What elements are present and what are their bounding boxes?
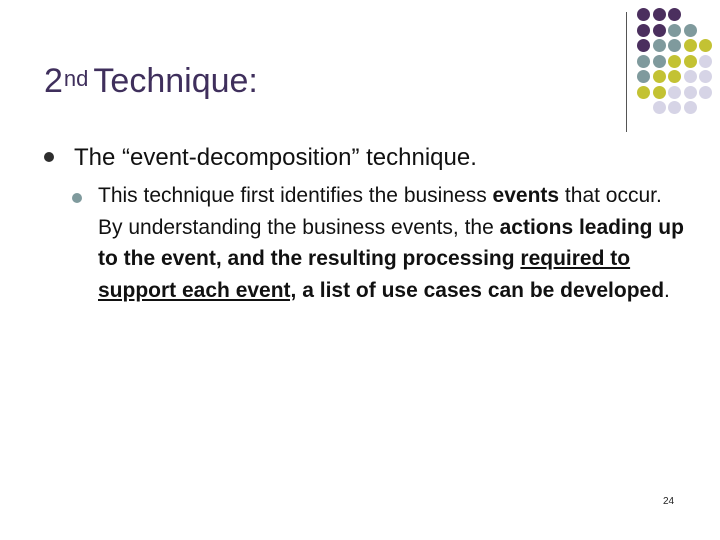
bullet-level-1 <box>44 140 477 176</box>
sub-bullet-dot-icon <box>72 193 82 203</box>
decorative-dot <box>668 101 681 114</box>
text-segment: that occur. By understanding the business events, the <box>98 184 662 239</box>
vertical-divider <box>626 12 627 132</box>
decorative-dot <box>684 24 697 37</box>
decorative-dot <box>699 55 712 68</box>
decorative-dot <box>684 39 697 52</box>
bullet-dot-icon <box>44 152 54 162</box>
decorative-dot <box>668 24 681 37</box>
decorative-dot <box>668 8 681 21</box>
decorative-dot <box>637 39 650 52</box>
slide-title <box>44 62 258 101</box>
text-segment: actions leading up to the event, and the resulting processing <box>98 215 684 270</box>
text-segment: events <box>492 184 560 207</box>
decorative-dot <box>653 24 666 37</box>
title-superscript: nd <box>63 66 89 91</box>
decorative-dot <box>699 39 712 52</box>
decorative-dot <box>668 86 681 99</box>
bullet-level-2 <box>72 180 688 306</box>
decorative-dot <box>699 70 712 83</box>
decorative-dot <box>653 39 666 52</box>
text-segment: required to support each event, <box>98 247 631 302</box>
decorative-dot <box>699 86 712 99</box>
title-number: 2 <box>44 62 63 100</box>
bullet-level-1-text: The “event-decomposition” technique. <box>74 144 477 171</box>
decorative-dot <box>637 8 650 21</box>
decorative-dot <box>653 101 666 114</box>
decorative-dot <box>653 55 666 68</box>
page-number: 24 <box>663 496 675 507</box>
decorative-dot <box>637 70 650 83</box>
decorative-dot <box>684 55 697 68</box>
text-segment: . <box>664 278 670 302</box>
decorative-dot <box>684 101 697 114</box>
text-segment: a list of use cases can be developed <box>296 278 665 302</box>
title-text: Technique: <box>93 62 258 100</box>
bullet-level-2-text <box>98 180 688 306</box>
decorative-dot <box>653 8 666 21</box>
decorative-dot <box>668 39 681 52</box>
decorative-dot <box>684 70 697 83</box>
decorative-dot <box>637 55 650 68</box>
text-segment: This technique first identifies the business <box>98 184 493 207</box>
decorative-dot <box>684 86 697 99</box>
decorative-dot <box>653 86 666 99</box>
decorative-dot <box>668 70 681 83</box>
decorative-dot <box>637 86 650 99</box>
decorative-dot <box>653 70 666 83</box>
decorative-dot <box>637 24 650 37</box>
decorative-dot <box>668 55 681 68</box>
